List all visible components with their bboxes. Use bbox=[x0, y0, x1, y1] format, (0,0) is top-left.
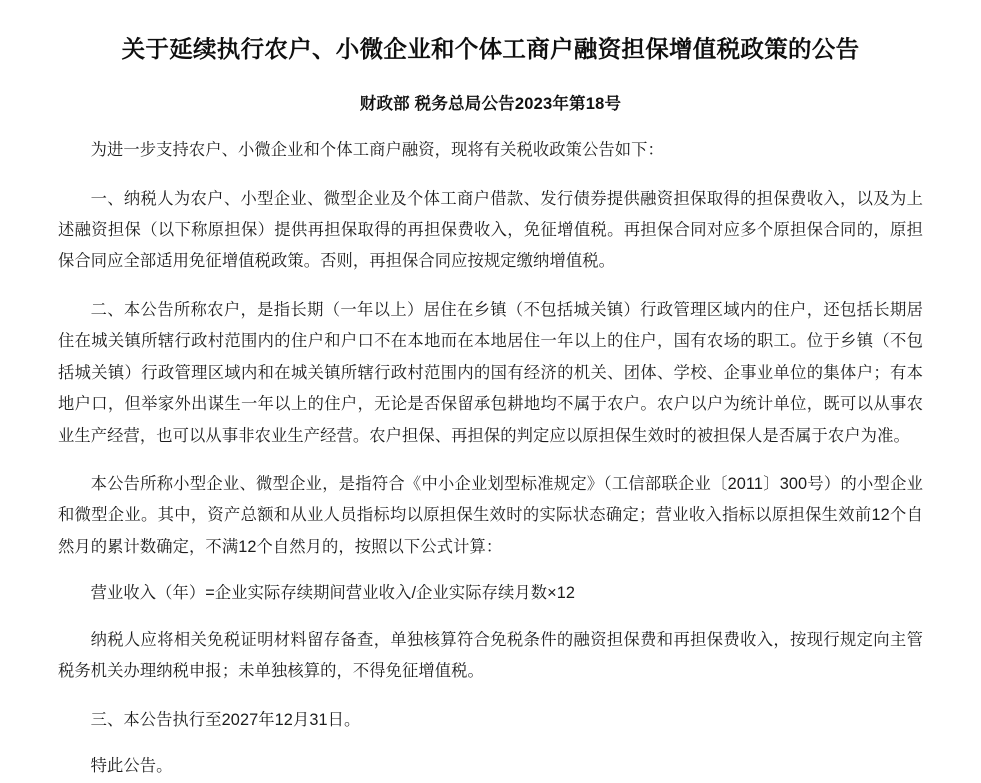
document-title: 关于延续执行农户、小微企业和个体工商户融资担保增值税政策的公告 bbox=[121, 36, 860, 62]
paragraph-formula: 营业收入（年）=企业实际存续期间营业收入/企业实际存续月数×12 bbox=[90, 584, 576, 603]
paragraph-intro: 为进一步支持农户、小微企业和个体工商户融资，现将有关税收政策公告如下： bbox=[90, 141, 664, 160]
paragraph-article-3: 三、本公告执行至2027年12月31日。 bbox=[90, 710, 361, 729]
paragraph-closing: 特此公告。 bbox=[90, 757, 173, 776]
paragraph-small-micro-definition: 本公告所称小型企业、微型企业，是指符合《中小企业划型标准规定》（工信部联企业〔2011〕300号）的小型企业和微型企业。其中，资产总额和从业人员指标均以原担保生效时的实际状态确定；营业收入指标以原担保生效前12个自然月的累计数确定，不满12个自然月的，按照以下公式计算： bbox=[58, 475, 923, 556]
document-number: 财政部 税务总局公告2023年第18号 bbox=[359, 95, 622, 114]
paragraph-article-2: 二、本公告所称农户，是指长期（一年以上）居住在乡镇（不包括城关镇）行政管理区域内的住户，还包括长期居住在城关镇所辖行政村范围内的住户和户口不在本地而在本地居住一年以上的住户，国有农场的职工。位于乡镇（不包括城关镇）行政管理区域内和在城关镇所辖行政村范围内的国有经济的机关、团体、学校、企事业单位的集体户；有本地户口，但举家外出谋生一年以上的住户，无论是否保留承包耕地均不属于农户。农户以户为统计单位，既可以从事农业生产经营，也可以从事非农业生产经营。农户担保、再担保的判定应以原担保生效时的被担保人是否属于农户为准。 bbox=[58, 300, 923, 445]
paragraph-filing-requirements: 纳税人应将相关免税证明材料留存备查，单独核算符合免税条件的融资担保费和再担保费收入，按现行规定向主管税务机关办理纳税申报；未单独核算的，不得免征增值税。 bbox=[58, 630, 923, 681]
paragraph-article-1: 一、纳税人为农户、小型企业、微型企业及个体工商户借款、发行债券提供融资担保取得的担保费收入，以及为上述融资担保（以下称原担保）提供再担保取得的再担保费收入，免征增值税。再担保合同对应多个原担保合同的，原担保合同应全部适用免征增值税政策。否则，再担保合同应按规定缴纳增值税。 bbox=[58, 189, 923, 271]
